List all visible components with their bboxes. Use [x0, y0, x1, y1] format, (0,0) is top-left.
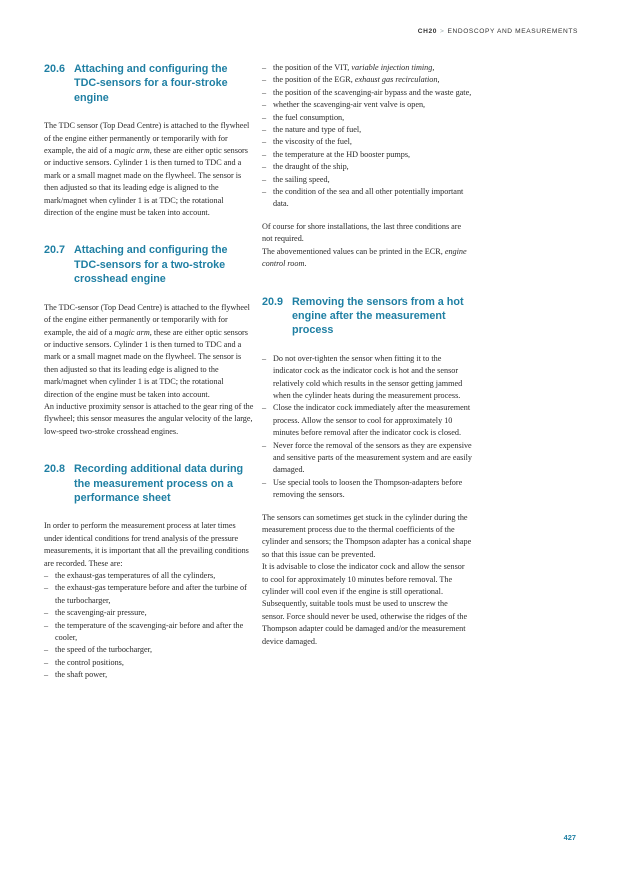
paragraph: The abovementioned values can be printed in the ECR, engine control room.: [262, 246, 467, 269]
list-item: – the temperature at the HD booster pumps,: [262, 149, 472, 161]
paragraph: In order to perform the measurement process at later times under identical conditions for trend analysis of the pressure measurements, it is important that all the prevailing conditions are recorded. These are:: [44, 521, 249, 568]
section-title: Removing the sensors from a hot engine after the measurement process: [292, 295, 464, 337]
right-column: [262, 62, 472, 648]
running-head: [418, 28, 578, 35]
list-item: – Close the indicator cock immediately after the measurement process. Allow the sensor to cool for approximately 10 minutes before removal after the indicator cock is closed.: [262, 402, 472, 439]
paragraph: An inductive proximity sensor is attached to the gear ring of the flywheel; this sensor measures the angular velocity of the large, low-speed two-stroke crosshead engines.: [44, 401, 254, 436]
paragraph: Of course for shore installations, the last three conditions are not required.: [262, 221, 462, 244]
list-item: – Use special tools to loosen the Thompson-adapters before removing the sensors.: [262, 477, 472, 502]
chapter-title: ENDOSCOPY AND MEASUREMENTS: [447, 28, 578, 35]
section-title: Attaching and configuring the TDC-sensors for a four-stroke engine: [74, 63, 228, 104]
list-item: – the exhaust-gas temperatures of all the cylinders,: [44, 570, 254, 582]
list-item: – Never force the removal of the sensors as they are expensive and sensitive parts of the measurement system and are easily damaged.: [262, 440, 472, 477]
list-item: – the speed of the turbocharger,: [44, 644, 254, 656]
chapter-label: CH20: [417, 28, 438, 35]
paragraph: The sensors can sometimes get stuck in the cylinder during the measurement process due to the thermal coefficients of the cylinder and sensors; the Thompson adapter has a conical shape so that this issue can be prevented.: [262, 512, 472, 559]
paragraph: Subsequently, suitable tools must be used to unscrew the sensor. Force should never be used, otherwise the ridges of the Thompson adapter could be damaged and/or the measurement device damaged.: [262, 599, 468, 646]
section-heading-20-8: [44, 462, 254, 505]
list-item: – the shaft power,: [44, 669, 254, 681]
breadcrumb-separator: >: [440, 28, 445, 35]
section-title: Recording additional data during the measurement process on a performance sheet: [74, 463, 244, 504]
list-item: – the sailing speed,: [262, 174, 472, 186]
section-heading-20-7: [44, 243, 254, 286]
section-title: Attaching and configuring the TDC-sensors for a two-stroke crosshead engine: [74, 244, 228, 286]
section-heading-20-6: [44, 62, 254, 105]
paragraph: The TDC-sensor (Top Dead Centre) is attached to the flywheel of the engine either permanently or temporarily with for example, the aid of a magic arm, these are either optic sensors or inductive sensors. Cylinder 1 is then turned to TDC and a mark or a small magnet made on the flywheel. The sensor is then adjusted so that its leading edge is aligned to the mark/magnet when cylinder 1 is at TDC; the rotational direction of the engine must be taken into account.: [44, 302, 250, 399]
list-item: – Do not over-tighten the sensor when fitting it to the indicator cock as the indicator cock is hot and the sensor relatively cold which results in the sensor getting jammed when the cylinder heats during the measurement process.: [262, 353, 472, 403]
list-item: – the scavenging-air pressure,: [44, 607, 254, 619]
left-column: [44, 62, 254, 682]
list-item: – the nature and type of fuel,: [262, 124, 472, 136]
removal-steps-list: [262, 353, 472, 502]
section-number: 20.9: [262, 295, 284, 308]
paragraph: The TDC sensor (Top Dead Centre) is attached to the flywheel of the engine either permanently or temporarily with for example, the aid of a magic arm, these are either optic sensors or inductive sensors. Cylinder 1 is then turned to TDC and a mark or a small magnet made on the flywheel. The sensor is then adjusted so that its leading edge is aligned to the mark/magnet when cylinder 1 is at TDC; the rotational direction of the engine must be taken into account.: [44, 121, 250, 218]
section-number: 20.7: [44, 244, 66, 257]
list-item: – the control positions,: [44, 657, 254, 669]
list-item: – the position of the scavenging-air bypass and the waste gate,: [262, 87, 472, 99]
list-item: – the draught of the ship,: [262, 161, 472, 173]
list-item: – the viscosity of the fuel,: [262, 136, 472, 148]
list-item: – the position of the EGR, exhaust gas recirculation,: [262, 74, 472, 86]
paragraph: It is advisable to close the indicator cock and allow the sensor to cool for approximately 10 minutes before removal. The cylinder will cool even if the engine is still operational.: [262, 562, 465, 597]
list-item: – whether the scavenging-air vent valve is open,: [262, 99, 472, 111]
conditions-list: [44, 570, 254, 682]
section-number: 20.8: [44, 463, 66, 476]
list-item: – the position of the VIT, variable injection timing,: [262, 62, 472, 74]
list-item: – the condition of the sea and all other potentially important data.: [262, 186, 472, 211]
section-number: 20.6: [44, 63, 66, 75]
section-heading-20-9: [262, 295, 472, 338]
list-item: – the fuel consumption,: [262, 112, 472, 124]
page-number: 427: [563, 833, 576, 842]
list-item: – the temperature of the scavenging-air before and after the cooler,: [44, 620, 254, 645]
conditions-list-continued: [262, 62, 472, 211]
list-item: – the exhaust-gas temperature before and after the turbine of the turbocharger,: [44, 582, 254, 607]
